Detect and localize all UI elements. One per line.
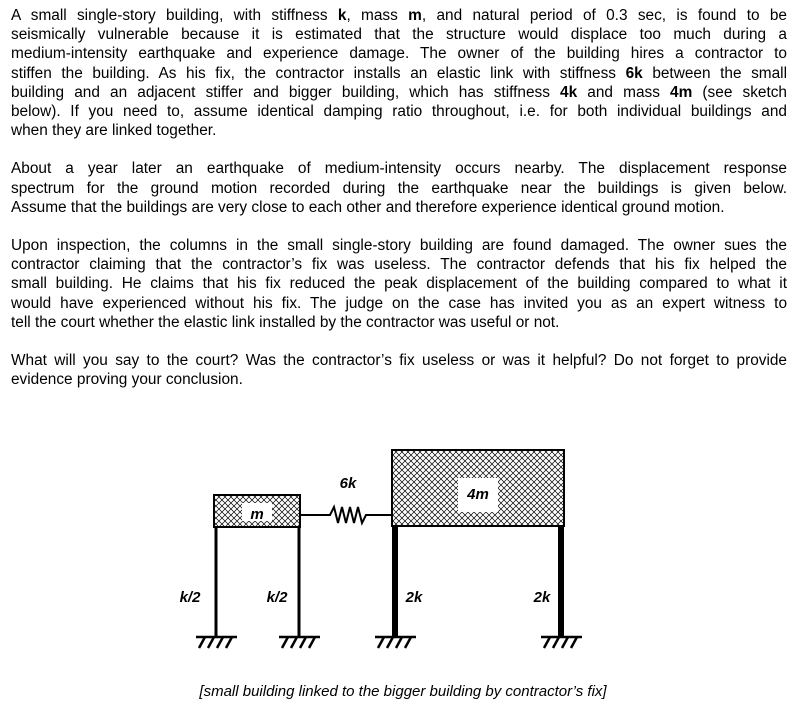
paragraph-4 <box>11 351 787 389</box>
small-right-column-label: k/2 <box>266 589 288 606</box>
text-line: would have experienced without his fix. The judge on the case has invited you as an expert witness to <box>11 294 787 312</box>
text-line: contractor claiming that the contractor’s fix was useless. The contractor defends that his fix helped the <box>11 256 787 274</box>
big-building <box>392 450 564 637</box>
text-line: spectrum for the ground motion recorded during the earthquake near the buildings is given below. <box>11 179 787 197</box>
paragraph-2 <box>11 159 787 217</box>
text-line: building and an adjacent stiffer and bigger building, which has stiffness 4k and mass 4m (see sketch <box>11 83 787 101</box>
big-right-column-label: 2k <box>533 589 551 606</box>
big-mass-label: 4m <box>467 486 489 503</box>
support-2 <box>279 637 320 648</box>
text-line: About a year later an earthquake of medium-intensity occurs nearby. The displacement response <box>11 160 787 178</box>
text-line: when they are linked together. <box>11 122 217 140</box>
text-line: tell the court whether the elastic link installed by the contractor was useful or not. <box>11 313 560 331</box>
text-line: medium-intensity earthquake and experience damage. The owner of the building hires a contractor to <box>11 45 787 63</box>
building-sketch <box>0 440 806 707</box>
problem-text <box>11 6 787 408</box>
text-line: seismically vulnerable because it is estimated that the structure would displace too much during a <box>11 26 787 44</box>
text-line: stiffen the building. As his fix, the contractor installs an elastic link with stiffness 6k between the small <box>11 64 788 82</box>
elastic-link-spring <box>300 475 392 523</box>
text-line: Assume that the buildings are very close to each other and therefore experience identical ground motion. <box>11 198 725 216</box>
paragraph-1 <box>11 6 787 140</box>
text-line: evidence proving your conclusion. <box>11 371 243 389</box>
big-left-column-label: 2k <box>405 589 423 606</box>
paragraph-3 <box>11 236 787 332</box>
text-line: small building. He claims that his fix reduced the peak displacement of the building compared to what it <box>11 275 787 293</box>
small-building <box>214 495 300 637</box>
support-1 <box>196 637 237 648</box>
small-left-column-label: k/2 <box>179 589 201 606</box>
link-stiffness-label: 6k <box>339 475 357 492</box>
text-line: Upon inspection, the columns in the small single-story building are found damaged. The owner sues the <box>11 237 787 255</box>
support-4 <box>541 637 582 648</box>
support-3 <box>375 637 416 648</box>
text-line: below). If you need to, assume identical damping ratio throughout, i.e. for both individual buildings and <box>11 103 787 121</box>
text-line: What will you say to the court? Was the contractor’s fix useless or was it helpful? Do not forget to provide <box>11 352 787 370</box>
ground-supports <box>196 637 582 648</box>
small-mass-label: m <box>250 506 264 523</box>
text-line: A small single-story building, with stiffness k, mass m, and natural period of 0.3 sec, is found to be <box>11 7 787 24</box>
sketch-caption: [small building linked to the bigger building by contractor’s fix] <box>199 683 607 700</box>
